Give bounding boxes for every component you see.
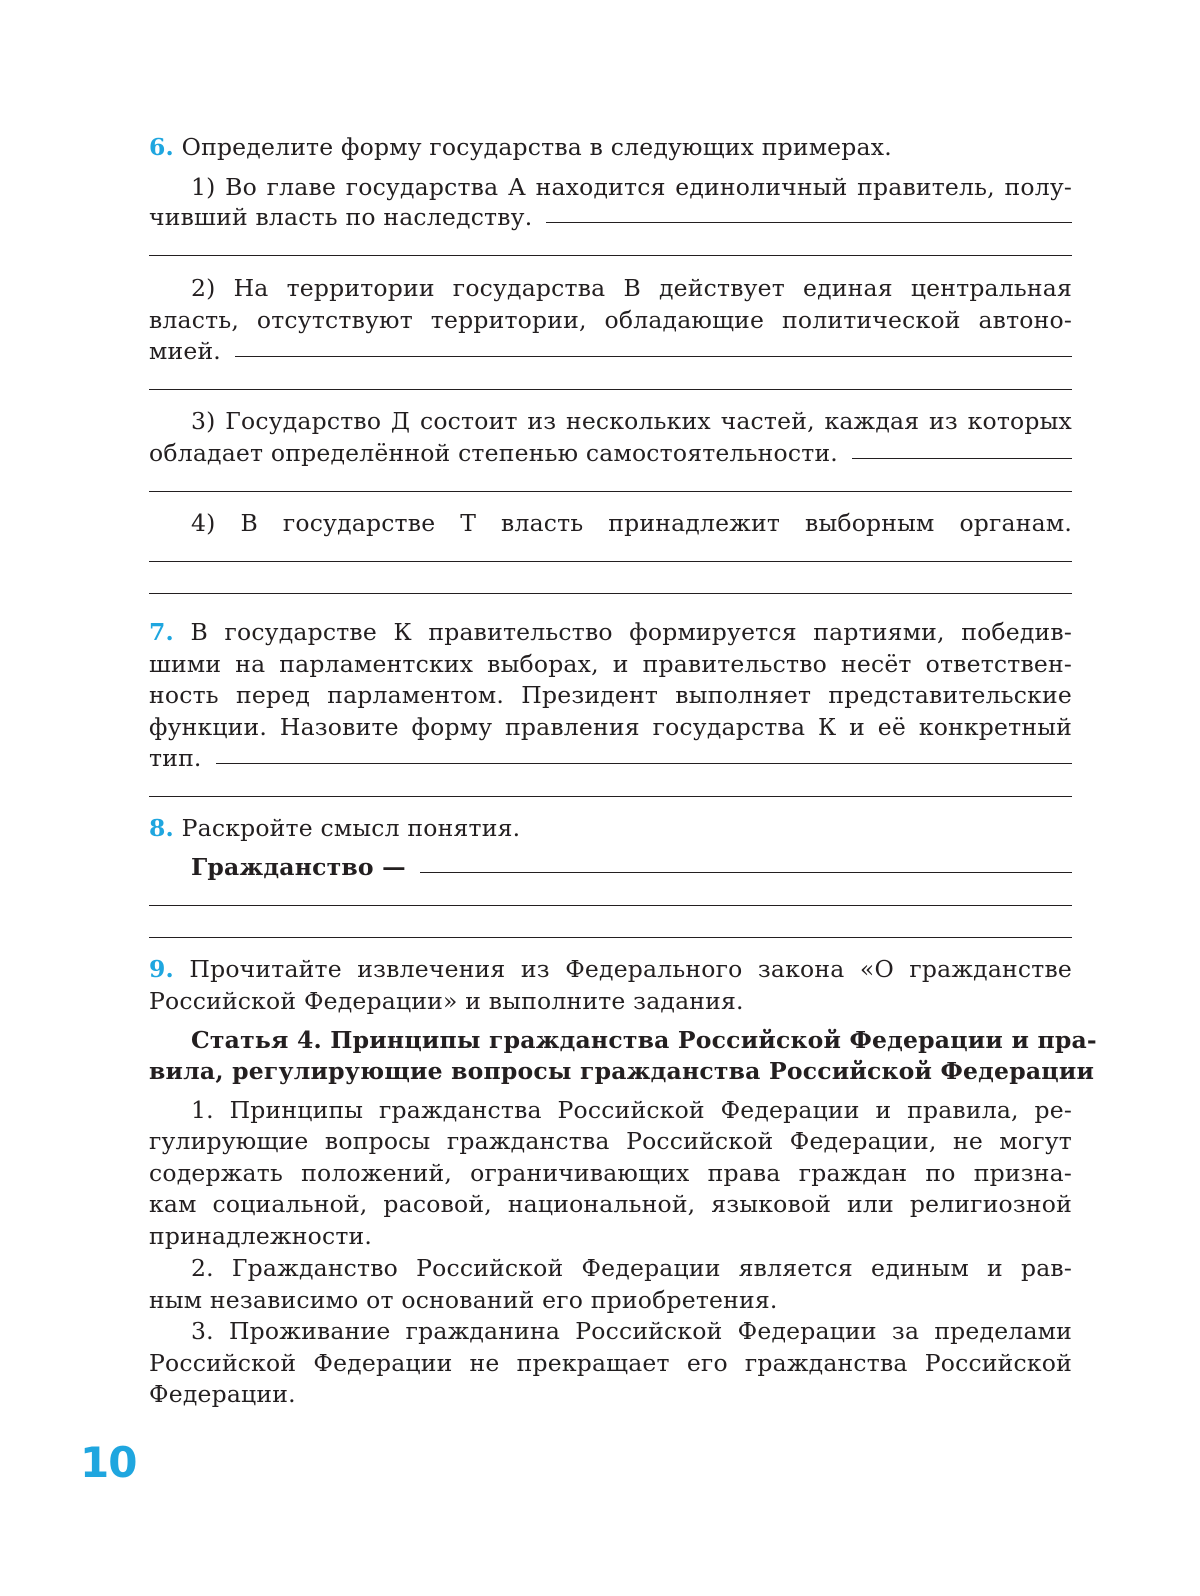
answer-line[interactable]	[546, 221, 1072, 223]
clause-1-line-1: 1. Принципы гражданства Российской Федерации и правила, ре-	[191, 1096, 1072, 1124]
task-6-item-3-line-1: 3) Государство Д состоит из нескольких частей, каждая из которых	[191, 407, 1072, 435]
clause-2-line-1: 2. Гражданство Российской Федерации является единым и рав-	[191, 1254, 1072, 1282]
answer-line[interactable]	[149, 491, 1072, 492]
task-7-line-3: ность перед парламентом. Президент выполняет представительские	[149, 681, 1072, 709]
clause-1-line-4: кам социальной, расовой, национальной, языковой или религиозной	[149, 1190, 1072, 1218]
task-6-text: Определите форму государства в следующих примерах.	[181, 133, 892, 161]
answer-line[interactable]	[149, 937, 1072, 938]
task-9-line-1	[149, 954, 1072, 984]
clause-2-line-2: ным независимо от оснований его приобретения.	[149, 1286, 778, 1314]
task-6-prompt	[149, 132, 892, 162]
task-7-text: В государстве К правительство формируется партиями, победив-	[190, 618, 1072, 646]
task-6-item-1-line-1: 1) Во главе государства А находится единоличный правитель, полу-	[191, 173, 1072, 201]
task-6-number: 6.	[149, 133, 174, 161]
task-6-item-2-line-3	[149, 336, 1072, 366]
task-9-line-2: Российской Федерации» и выполните задания.	[149, 987, 744, 1015]
clause-3-line-2: Российской Федерации не прекращает его гражданства Российской	[149, 1349, 1072, 1377]
answer-line[interactable]	[149, 796, 1072, 797]
answer-line[interactable]	[235, 355, 1072, 357]
task-9-number: 9.	[149, 955, 174, 983]
answer-line[interactable]	[216, 762, 1072, 764]
task-7-line-2: шими на парламентских выборах, и правительство несёт ответствен-	[149, 650, 1072, 678]
answer-line[interactable]	[149, 255, 1072, 256]
task-7-number: 7.	[149, 618, 174, 646]
clause-3-line-1: 3. Проживание гражданина Российской Федерации за пределами	[191, 1317, 1072, 1345]
task-7-line-4: функции. Назовите форму правления государства К и её конкретный	[149, 713, 1072, 741]
answer-line[interactable]	[149, 561, 1072, 562]
article-heading-line-2: вила, регулирующие вопросы гражданства Российской Федерации	[149, 1057, 1095, 1085]
task-6-item-1-line-2	[149, 202, 1072, 232]
task-8-term-line	[191, 852, 1072, 882]
clause-1-line-2: гулирующие вопросы гражданства Российской Федерации, не могут	[149, 1127, 1072, 1155]
clause-3-line-3: Федерации.	[149, 1380, 296, 1408]
task-7-line-5	[149, 743, 1072, 773]
task-8-text: Раскройте смысл понятия.	[181, 814, 521, 842]
page-number: 10	[80, 1438, 137, 1487]
task-6-item-4: 4) В государстве Т власть принадлежит выборным органам.	[191, 509, 1072, 537]
task-7-text-end: тип.	[149, 744, 202, 772]
task-6-item-2-text: мией.	[149, 337, 221, 365]
answer-line[interactable]	[149, 905, 1072, 906]
clause-1-line-5: принадлежности.	[149, 1222, 373, 1250]
task-8-number: 8.	[149, 814, 174, 842]
task-6-item-2-line-1: 2) На территории государства В действует единая центральная	[191, 274, 1072, 302]
task-6-item-1-text: чивший власть по наследству.	[149, 203, 533, 231]
answer-line[interactable]	[149, 593, 1072, 594]
task-6-item-3-line-2	[149, 438, 1072, 468]
task-7-line-1	[149, 617, 1072, 647]
task-8-prompt	[149, 813, 520, 843]
task-6-item-3-text: обладает определённой степенью самостоятельности.	[149, 439, 838, 467]
article-heading-line-1: Статья 4. Принципы гражданства Российской Федерации и пра-	[191, 1026, 1097, 1054]
task-9-text: Прочитайте извлечения из Федерального закона «О гражданстве	[189, 955, 1073, 983]
answer-line[interactable]	[420, 871, 1072, 873]
answer-line[interactable]	[149, 389, 1072, 390]
task-8-term: Гражданство —	[191, 853, 406, 881]
task-6-item-2-line-2: власть, отсутствуют территории, обладающие политической автоно-	[149, 306, 1072, 334]
answer-line[interactable]	[852, 457, 1072, 459]
clause-1-line-3: содержать положений, ограничивающих права граждан по призна-	[149, 1159, 1072, 1187]
